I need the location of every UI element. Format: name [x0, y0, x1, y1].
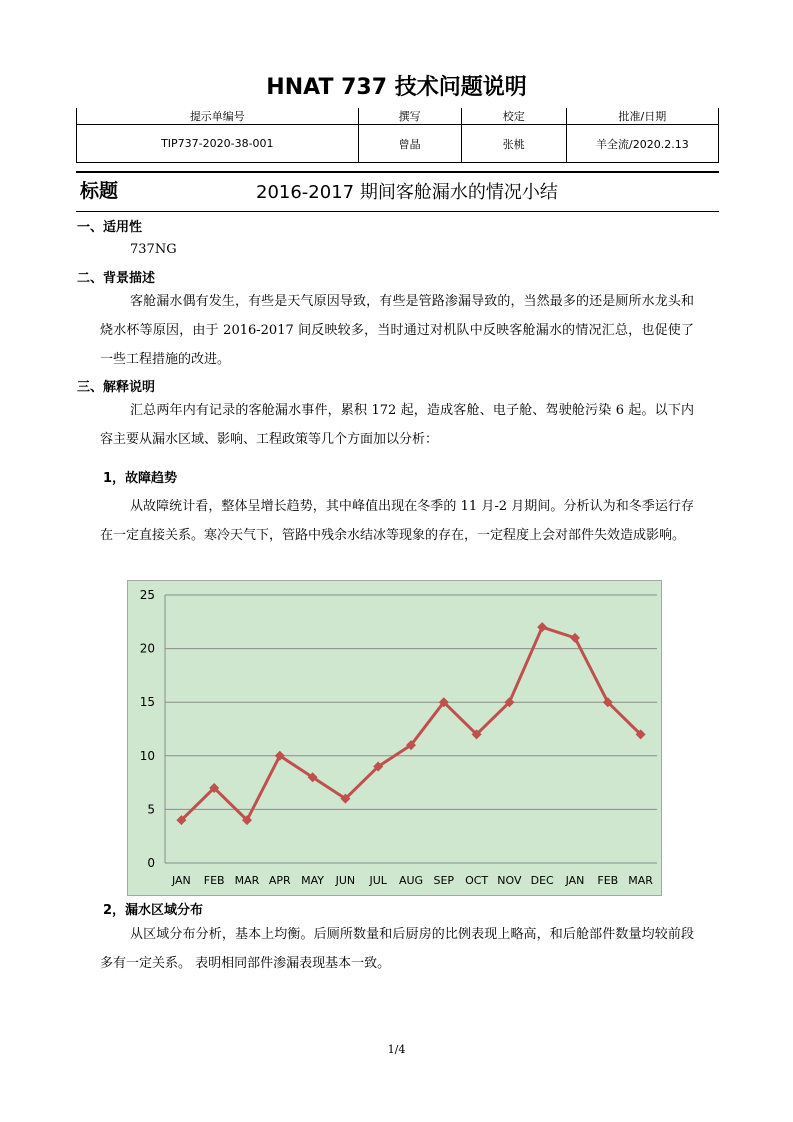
page-number: 1/4 [387, 1043, 406, 1056]
document-title: HNAT 737 技术问题说明 [266, 75, 527, 100]
x-tick-label: FEB [203, 874, 225, 887]
meta-table [76, 108, 719, 163]
x-tick-label: OCT [465, 874, 489, 887]
meta-value-approval: 羊全流/2020.2.13 [566, 125, 718, 163]
section1-content: 737NG [130, 242, 177, 257]
y-tick-label: 5 [147, 802, 155, 817]
x-tick-label: AUG [398, 874, 424, 887]
subsection1-heading: 1，故障趋势 [103, 471, 178, 486]
meta-header-tip-number: 提示单编号 [77, 108, 359, 125]
meta-value-tip-number: TIP737-2020-38-001 [77, 125, 359, 163]
meta-header-reviewer: 校定 [461, 108, 566, 125]
subject-label: 标题 [80, 180, 119, 202]
chart-background [128, 581, 662, 896]
section2-paragraph: 客舱漏水偶有发生，有些是天气原因导致，有些是管路渗漏导致的，当然最多的还是厕所水龙头和烧水杯等原因，由于 2016-2017 间反映较多，当时通过对机队中反映客舱漏水的情况汇总，也促使了一些工程措施的改进。 [100, 294, 694, 367]
x-tick-label: JUN [335, 874, 356, 887]
subsection2-paragraph: 从区域分布分析，基本上均衡。后厕所数量和后厨房的比例表现上略高，和后舱部件数量均较前段多有一定关系。 表明相同部件渗漏表现基本一致。 [100, 927, 694, 971]
x-tick-label: MAR [628, 874, 653, 887]
x-tick-label: FEB [597, 874, 619, 887]
x-tick-label: JAN [565, 874, 585, 887]
x-tick-label: APR [268, 874, 291, 887]
section3-paragraph: 汇总两年内有记录的客舱漏水事件，累积 172 起，造成客舱、电子舱、驾驶舱污染 6 起。以下内容主要从漏水区域、影响、工程政策等几个方面加以分析： [100, 403, 694, 447]
meta-header-approval: 批准/日期 [566, 108, 718, 125]
section2-heading: 二、背景描述 [77, 271, 156, 286]
x-tick-label: MAY [301, 874, 325, 887]
subsection1-paragraph: 从故障统计看，整体呈增长趋势，其中峰值出现在冬季的 11 月-2 月期间。分析认为和冬季运行存在一定直接关系。寒冷天气下，管路中残余水结冰等现象的存在，一定程度上会对部件失效造成影响。 [100, 499, 694, 543]
x-tick-label: SEP [433, 874, 455, 887]
x-tick-label: MAR [234, 874, 260, 887]
chart-svg [127, 580, 662, 896]
section3-heading: 三、解释说明 [77, 380, 156, 395]
x-tick-label: NOV [497, 874, 522, 887]
meta-header-author: 撰写 [358, 108, 461, 125]
meta-header-row [77, 108, 719, 125]
x-tick-label: JUL [369, 874, 387, 887]
meta-value-author: 曾晶 [358, 125, 461, 163]
y-tick-label: 20 [139, 641, 155, 656]
section1-heading: 一、适用性 [77, 220, 143, 235]
y-tick-label: 15 [139, 695, 155, 710]
meta-value-row [77, 125, 719, 163]
subject-text: 2016-2017 期间客舱漏水的情况小结 [256, 182, 558, 203]
y-tick-label: 0 [147, 856, 155, 870]
meta-value-reviewer: 张桃 [461, 125, 566, 163]
subsection2-heading: 2，漏水区域分布 [103, 903, 204, 918]
x-tick-label: DEC [530, 874, 554, 887]
y-tick-label: 10 [139, 748, 155, 763]
fault-trend-chart [127, 580, 662, 896]
y-tick-label: 25 [139, 588, 155, 602]
x-tick-label: JAN [171, 874, 191, 887]
